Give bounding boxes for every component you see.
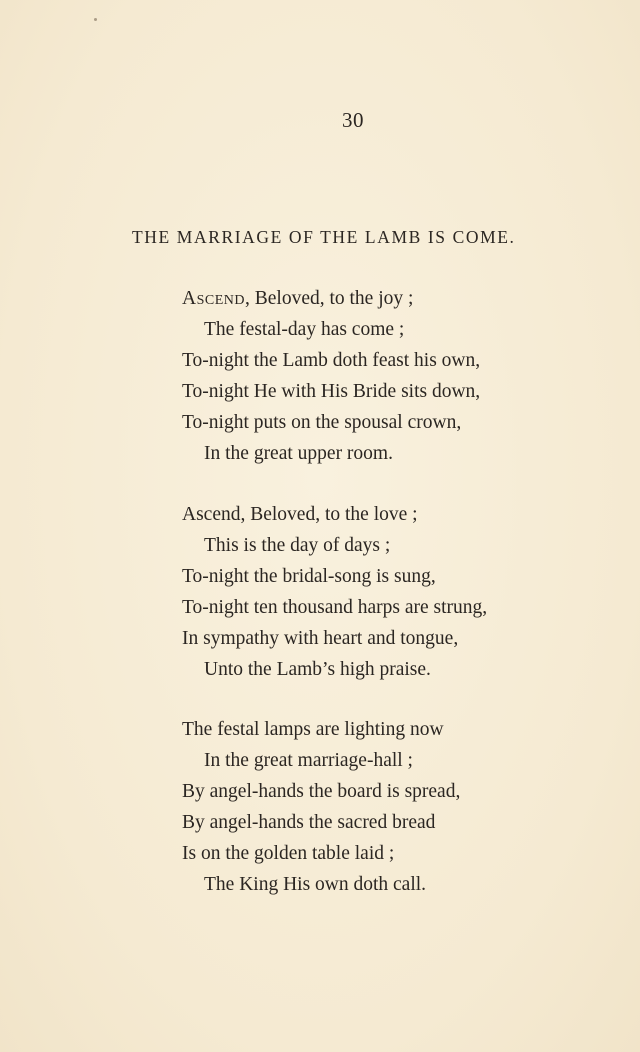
stanza-1-line-3: To-night the Lamb doth feast his own,: [182, 350, 481, 371]
stanza-2-line-4: To-night ten thousand harps are strung,: [182, 597, 488, 618]
stanza-2-line-5: In sympathy with heart and tongue,: [182, 628, 459, 649]
stanza-2-line-3: To-night the bridal-song is sung,: [182, 566, 436, 587]
stanza-1-line-1: [182, 283, 602, 314]
page-number: 30: [342, 108, 364, 132]
stanza-2-line-2: This is the day of days ;: [204, 535, 391, 556]
line-text: , Beloved, to the joy ;: [244, 288, 414, 309]
stanza-1-line-4: To-night He with His Bride sits down,: [182, 381, 481, 402]
stanza-1-line-6: In the great upper room.: [204, 443, 393, 464]
stanza-2-line-1: Ascend, Beloved, to the love ;: [182, 504, 418, 525]
poem-title: THE MARRIAGE OF THE LAMB IS COME.: [132, 227, 516, 247]
opening-word: Ascend: [182, 288, 245, 309]
paper-speck: [94, 18, 97, 21]
stanza-3-line-6: The King His own doth call.: [204, 874, 427, 895]
stanza-3-line-3: By angel-hands the board is spread,: [182, 781, 461, 802]
stanza-1: [182, 283, 602, 469]
stanza-1-line-5: To-night puts on the spousal crown,: [182, 412, 462, 433]
stanza-3-line-5: Is on the golden table laid ;: [182, 843, 395, 864]
stanza-1-line-2: The festal-day has come ;: [204, 319, 405, 340]
stanza-3-line-2: In the great marriage-hall ;: [204, 750, 413, 771]
stanza-3-line-4: By angel-hands the sacred bread: [182, 812, 436, 833]
stanza-3: [182, 714, 602, 900]
stanza-2-line-6: Unto the Lamb’s high praise.: [204, 659, 431, 680]
stanza-2: [182, 499, 602, 685]
stanza-3-line-1: The festal lamps are lighting now: [182, 719, 444, 740]
